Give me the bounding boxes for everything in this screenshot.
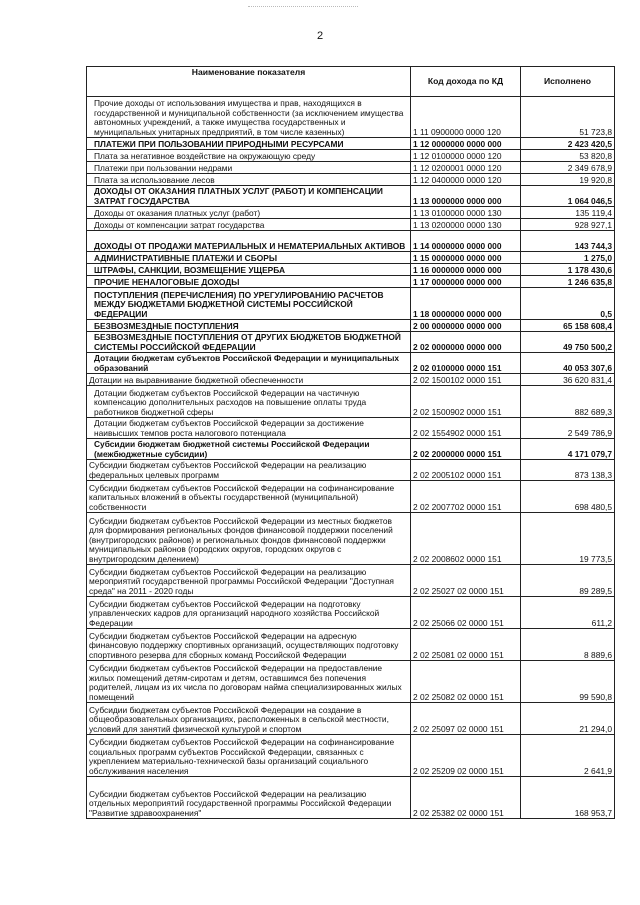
table-row	[87, 513, 615, 565]
row-income-code: 1 11 0900000 0000 120	[411, 97, 521, 138]
row-indicator-name: Плата за негативное воздействие на окружающую среду	[87, 150, 411, 162]
row-indicator-name: Дотации бюджетам субъектов Российской Федерации за достижение наивысших темпов роста налогового потенциала	[87, 418, 411, 439]
table-row	[87, 735, 615, 777]
scan-artifact	[248, 6, 358, 11]
row-executed-value: 40 053 307,6	[521, 353, 615, 374]
row-executed-value: 1 064 046,5	[521, 186, 615, 207]
row-executed-value: 19 773,5	[521, 513, 615, 565]
row-income-code: 1 13 0100000 0000 130	[411, 207, 521, 219]
row-executed-value: 65 158 608,4	[521, 320, 615, 332]
row-executed-value: 2 641,9	[521, 735, 615, 777]
table-row	[87, 353, 615, 374]
table-row	[87, 162, 615, 174]
table-row	[87, 207, 615, 219]
table-row	[87, 597, 615, 629]
row-income-code: 2 02 0100000 0000 151	[411, 353, 521, 374]
table-row	[87, 264, 615, 276]
table-row	[87, 320, 615, 332]
table-row	[87, 231, 615, 252]
row-indicator-name: Дотации бюджетам субъектов Российской Федерации и муниципальных образований	[87, 353, 411, 374]
row-executed-value: 53 820,8	[521, 150, 615, 162]
table-header-row	[87, 67, 615, 97]
row-income-code: 2 02 2000000 0000 151	[411, 439, 521, 460]
row-income-code: 1 14 0000000 0000 000	[411, 231, 521, 252]
header-executed: Исполнено	[521, 67, 615, 97]
row-indicator-name: Доходы от оказания платных услуг (работ)	[87, 207, 411, 219]
row-indicator-name: Дотации на выравнивание бюджетной обеспеченности	[87, 374, 411, 386]
row-indicator-name: Прочие доходы от использования имущества и прав, находящихся в государственной и муниципальной собственности (за исключением имущества автономных учреждений, а также имущества государственных и муниципальных унитарных предприятий, в том числе казенных)	[87, 97, 411, 138]
row-income-code: 1 12 0000000 0000 000	[411, 138, 521, 150]
row-indicator-name: Субсидии бюджетам субъектов Российской Федерации на реализацию федеральных целевых программ	[87, 460, 411, 481]
row-indicator-name: Дотации бюджетам субъектов Российской Федерации на частичную компенсацию дополнительных расходов на повышение оплаты труда работников бюджетной сферы	[87, 386, 411, 418]
row-executed-value: 698 480,5	[521, 481, 615, 513]
row-executed-value: 49 750 500,2	[521, 332, 615, 353]
header-indicator-name: Наименование показателя	[87, 67, 411, 97]
table-row	[87, 219, 615, 231]
row-income-code: 1 17 0000000 0000 000	[411, 276, 521, 288]
row-indicator-name: Субсидии бюджетам субъектов Российской Федерации на адресную финансовую поддержку спортивных организаций, осуществляющих подготовку спортивного резерва для сборных команд Российской Федерации	[87, 629, 411, 661]
row-executed-value: 143 744,3	[521, 231, 615, 252]
row-indicator-name: Платежи при пользовании недрами	[87, 162, 411, 174]
row-income-code: 2 02 2007702 0000 151	[411, 481, 521, 513]
row-indicator-name: Субсидии бюджетам субъектов Российской Федерации из местных бюджетов для формирования региональных фондов финансовой поддержки поселений (внутригородских районов) и региональных фондов финансовой поддержки муниципальных районов (городских округов, городских округов с внутригородским делением)	[87, 513, 411, 565]
row-indicator-name: Субсидии бюджетам субъектов Российской Федерации на предоставление жилых помещений детям-сиротам и детям, оставшимся без попечения родителей, лицам из их числа по договорам найма специализированных жилых помещений	[87, 661, 411, 703]
row-executed-value: 1 246 635,8	[521, 276, 615, 288]
row-income-code: 1 16 0000000 0000 000	[411, 264, 521, 276]
row-indicator-name: Субсидии бюджетам субъектов Российской Федерации на софинансирование социальных программ субъектов Российской Федерации, связанных с укреплением материально-технической базы организаций социального обслуживания населения	[87, 735, 411, 777]
table-row	[87, 97, 615, 138]
table-row	[87, 374, 615, 386]
table-row	[87, 418, 615, 439]
row-income-code: 2 02 25097 02 0000 151	[411, 703, 521, 735]
row-executed-value: 135 119,4	[521, 207, 615, 219]
table-row	[87, 460, 615, 481]
row-indicator-name: Доходы от компенсации затрат государства	[87, 219, 411, 231]
row-executed-value: 89 289,5	[521, 565, 615, 597]
row-executed-value: 2 549 786,9	[521, 418, 615, 439]
row-indicator-name: Субсидии бюджетам субъектов Российской Федерации на подготовку управленческих кадров для организаций народного хозяйства Российской Федерации	[87, 597, 411, 629]
row-income-code: 2 02 25081 02 0000 151	[411, 629, 521, 661]
row-income-code: 2 02 25027 02 0000 151	[411, 565, 521, 597]
table-row	[87, 332, 615, 353]
row-indicator-name: ДОХОДЫ ОТ ПРОДАЖИ МАТЕРИАЛЬНЫХ И НЕМАТЕРИАЛЬНЫХ АКТИВОВ	[87, 231, 411, 252]
row-income-code: 1 12 0100000 0000 120	[411, 150, 521, 162]
row-income-code: 1 15 0000000 0000 000	[411, 252, 521, 264]
page-number: 2	[316, 30, 324, 42]
row-executed-value: 19 920,8	[521, 174, 615, 186]
table-row	[87, 252, 615, 264]
row-executed-value: 21 294,0	[521, 703, 615, 735]
table-row	[87, 174, 615, 186]
row-indicator-name: Субсидии бюджетам субъектов Российской Федерации на софинансирование капитальных вложений в объекты государственной (муниципальной) собственности	[87, 481, 411, 513]
revenue-table	[86, 66, 615, 819]
row-executed-value: 873 138,3	[521, 460, 615, 481]
table-row	[87, 276, 615, 288]
table-row	[87, 386, 615, 418]
row-income-code: 1 13 0000000 0000 000	[411, 186, 521, 207]
row-income-code: 2 02 25382 02 0000 151	[411, 777, 521, 819]
row-indicator-name: ПЛАТЕЖИ ПРИ ПОЛЬЗОВАНИИ ПРИРОДНЫМИ РЕСУРСАМИ	[87, 138, 411, 150]
table-row	[87, 661, 615, 703]
row-indicator-name: ДОХОДЫ ОТ ОКАЗАНИЯ ПЛАТНЫХ УСЛУГ (РАБОТ) И КОМПЕНСАЦИИ ЗАТРАТ ГОСУДАРСТВА	[87, 186, 411, 207]
row-executed-value: 36 620 831,4	[521, 374, 615, 386]
row-indicator-name: АДМИНИСТРАТИВНЫЕ ПЛАТЕЖИ И СБОРЫ	[87, 252, 411, 264]
header-income-code: Код дохода по КД	[411, 67, 521, 97]
table-row	[87, 150, 615, 162]
row-income-code: 1 18 0000000 0000 000	[411, 288, 521, 320]
row-executed-value: 51 723,8	[521, 97, 615, 138]
row-income-code: 1 12 0200001 0000 120	[411, 162, 521, 174]
row-income-code: 2 02 25066 02 0000 151	[411, 597, 521, 629]
row-indicator-name: БЕЗВОЗМЕЗДНЫЕ ПОСТУПЛЕНИЯ ОТ ДРУГИХ БЮДЖЕТОВ БЮДЖЕТНОЙ СИСТЕМЫ РОССИЙСКОЙ ФЕДЕРАЦИИ	[87, 332, 411, 353]
row-executed-value: 1 178 430,6	[521, 264, 615, 276]
row-income-code: 2 02 2005102 0000 151	[411, 460, 521, 481]
row-income-code: 2 02 1500902 0000 151	[411, 386, 521, 418]
row-income-code: 2 02 0000000 0000 000	[411, 332, 521, 353]
row-executed-value: 0,5	[521, 288, 615, 320]
row-income-code: 2 02 1500102 0000 151	[411, 374, 521, 386]
table-row	[87, 288, 615, 320]
row-indicator-name: ПРОЧИЕ НЕНАЛОГОВЫЕ ДОХОДЫ	[87, 276, 411, 288]
row-executed-value: 4 171 079,7	[521, 439, 615, 460]
row-income-code: 2 02 25082 02 0000 151	[411, 661, 521, 703]
table-row	[87, 629, 615, 661]
row-executed-value: 928 927,1	[521, 219, 615, 231]
row-income-code: 2 02 25209 02 0000 151	[411, 735, 521, 777]
table-row	[87, 481, 615, 513]
row-executed-value: 8 889,6	[521, 629, 615, 661]
table-row	[87, 186, 615, 207]
row-executed-value: 99 590,8	[521, 661, 615, 703]
row-income-code: 2 00 0000000 0000 000	[411, 320, 521, 332]
row-indicator-name: Субсидии бюджетам субъектов Российской Федерации на реализацию мероприятий государственной программы Российской Федерации "Доступная среда" на 2011 - 2020 годы	[87, 565, 411, 597]
table-row	[87, 138, 615, 150]
row-income-code: 1 12 0400000 0000 120	[411, 174, 521, 186]
row-indicator-name: Субсидии бюджетам субъектов Российской Федерации на создание в общеобразовательных организациях, расположенных в сельской местности, условий для занятий физической культурой и спортом	[87, 703, 411, 735]
row-indicator-name: БЕЗВОЗМЕЗДНЫЕ ПОСТУПЛЕНИЯ	[87, 320, 411, 332]
row-indicator-name: Плата за использование лесов	[87, 174, 411, 186]
row-executed-value: 2 423 420,5	[521, 138, 615, 150]
table-row	[87, 777, 615, 819]
row-income-code: 2 02 1554902 0000 151	[411, 418, 521, 439]
row-indicator-name: Субсидии бюджетам бюджетной системы Российской Федерации (межбюджетные субсидии)	[87, 439, 411, 460]
table-row	[87, 703, 615, 735]
row-executed-value: 611,2	[521, 597, 615, 629]
row-executed-value: 1 275,0	[521, 252, 615, 264]
row-executed-value: 168 953,7	[521, 777, 615, 819]
row-income-code: 2 02 2008602 0000 151	[411, 513, 521, 565]
table-row	[87, 439, 615, 460]
row-indicator-name: Субсидии бюджетам субъектов Российской Федерации на реализацию отдельных мероприятий государственной программы Российской Федерации "Развитие здравоохранения"	[87, 777, 411, 819]
row-executed-value: 882 689,3	[521, 386, 615, 418]
row-indicator-name: ПОСТУПЛЕНИЯ (ПЕРЕЧИСЛЕНИЯ) ПО УРЕГУЛИРОВАНИЮ РАСЧЕТОВ МЕЖДУ БЮДЖЕТАМИ БЮДЖЕТНОЙ СИСТЕМЫ РОССИЙСКОЙ ФЕДЕРАЦИИ	[87, 288, 411, 320]
row-indicator-name: ШТРАФЫ, САНКЦИИ, ВОЗМЕЩЕНИЕ УЩЕРБА	[87, 264, 411, 276]
row-income-code: 1 13 0200000 0000 130	[411, 219, 521, 231]
table-row	[87, 565, 615, 597]
row-executed-value: 2 349 678,9	[521, 162, 615, 174]
